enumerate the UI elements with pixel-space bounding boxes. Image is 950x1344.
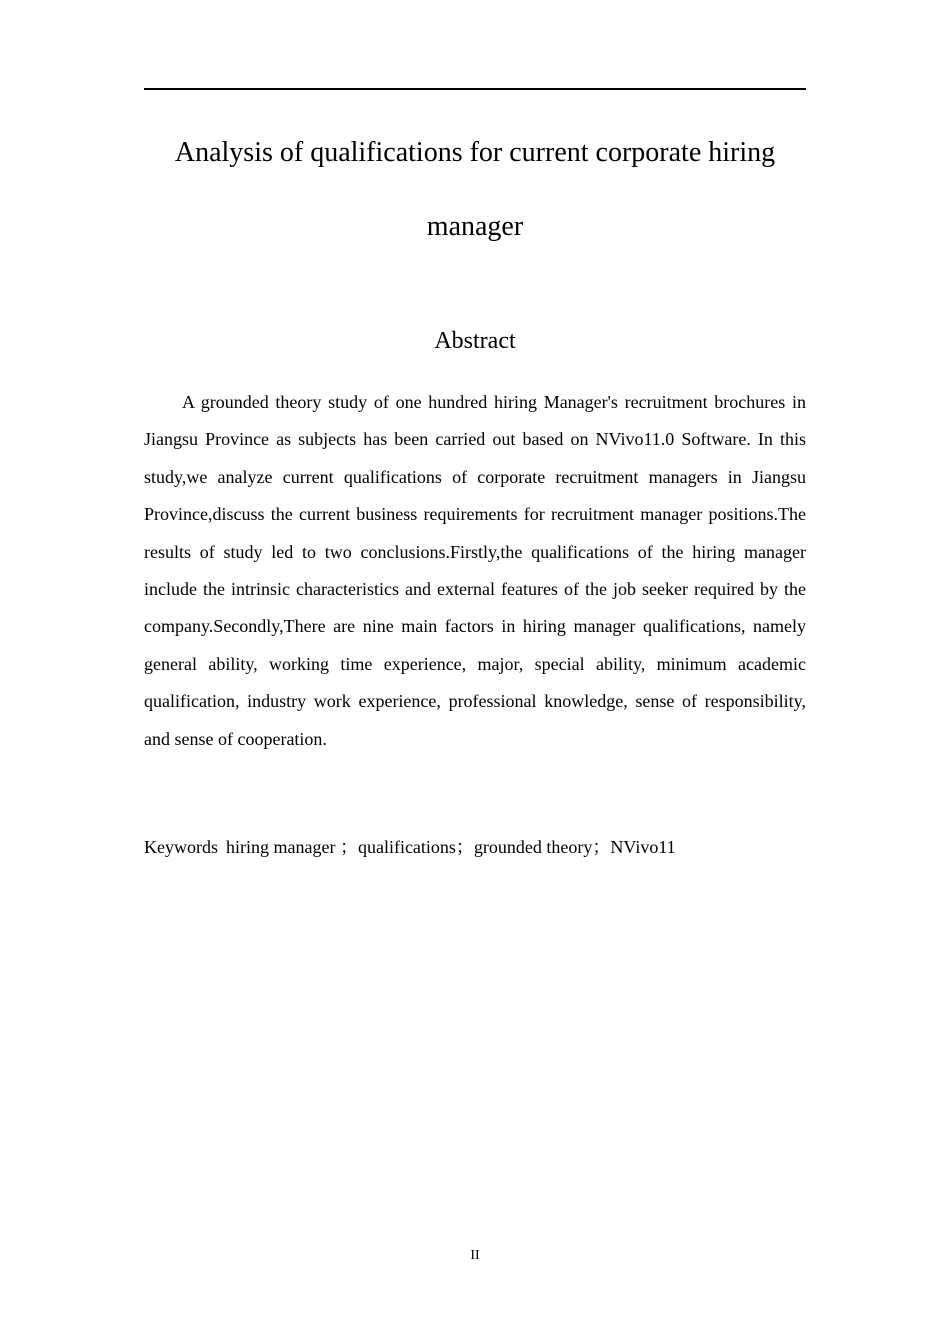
abstract-heading: Abstract <box>434 328 516 354</box>
paper-title: Analysis of qualifications for current corporate hiring manager <box>174 137 776 242</box>
header-rule <box>144 88 806 90</box>
abstract-body: A grounded theory study of one hundred hiring Manager's recruitment brochures in Jiangsu Province as subjects has been carried out based on NVivo11.0 Software. In this study,we analyze current qualifications of corporate recruitment managers in Jiangsu Province,discuss the current business requirements for recruitment manager positions.The results of study led to two conclusions.Firstly,the qualifications of the hiring manager include the intrinsic characteristics and external features of the job seeker required by the company.Secondly,There are nine main factors in hiring manager qualifications, namely general ability, working time experience, major, special ability, minimum academic qualification, industry work experience, professional knowledge, sense of responsibility, and sense of cooperation. <box>144 392 806 749</box>
page-number: II <box>470 1248 480 1263</box>
keywords-line <box>144 829 806 865</box>
keywords-label: Keywords <box>144 837 218 857</box>
keywords-text: hiring manager ；qualifications；grounded theory；NVivo11 <box>226 837 676 857</box>
